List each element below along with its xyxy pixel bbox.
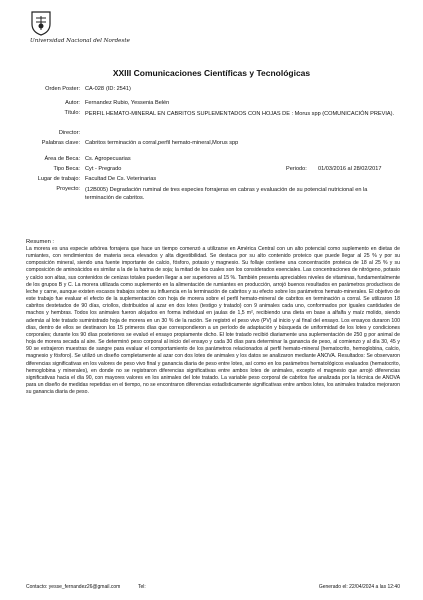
tel-label: Tel:	[138, 584, 146, 590]
lugar-trabajo-label: Lugar de trabajo:	[37, 176, 80, 182]
titulo-label: Título:	[64, 110, 80, 116]
periodo-label: Periodo:	[286, 166, 307, 172]
lugar-trabajo-value: Facultad De Cs. Veterinarias	[85, 176, 157, 182]
university-logo	[30, 10, 130, 52]
tipo-beca-value: Cyt - Pregrado	[85, 166, 122, 172]
abstract-text: La morera es una especie arbórea forrajera que hace un tiempo comenzó a utilizarse en América Central con un alto potencial como suplemento en dietas de rumiantes, con rendimientos de materia seca elevados y alta digestibilidad. Se destaca por su alto contenido proteico que puede llegar al 25 % y por su composición mineral, siendo una fuente importante de calcio, fósforo, potasio y magnesio. Su follaje contiene una concentración proteica de 18 al 25 % y su composición de aminoácidos es similar a la de la harina de soja; la mitad de los cuales son los considerados esenciales. Las concentraciones de nitrógeno, potasio y calcio son altas, sus contenidos de cenizas totales pueden llegar a ser superiores al 15 %. También presenta apreciables niveles de vitaminas, fundamentalmente de los grupos B y C. La morera utilizada como suplemento en la alimentación de rumiantes en producción, arrojó buenos resultados en parámetros productivos de leche y carne, aunque existen escasos trabajos sobre su influencia en la terminación de cabritos y su efecto sobre los parámetros hemato-minerales. El objetivo de este trabajo fue evaluar el efecto de la suplementación con hoja de morera sobre el perfil hemato-mineral de cabritos en terminación a corral. Se utilizaron 18 cabritos destetados de 90 días, criollos, distribuidos al azar en dos lotes (testigo y tratado) con 9 animales cada uno, conformados por iguales cantidades de machos y hembras. Todos los animales fueron alojados en forma individual en jaulas de 1,5 m², recibiendo una dieta en base a alfalfa y maíz molido, siendo además al lote tratado suministrado hoja de morera en un 30 % de la ración. Se registró el peso vivo (PV) al inicio y al final del ensayo. Los ensayos duraron 100 días, dentro de ellos se destinaron los 15 primeros días que correspondieron a un período de adaptación y búsqueda de uniformidad de los lotes y condiciones corporales; durante los 90 días posteriores se evaluó el ensayo propiamente dicho. El lote tratado recibió diariamente una suplementación de 250 g por animal de hoja de morera secada al aire. Se determinó peso corporal al inicio del ensayo y cada 30 días para determinar la ganancia de peso, al comienzo y al día 30, 45 y 90 se extrajeron muestras de sangre para evaluar el comportamiento de los parámetros relacionados al perfil hemato-mineral (hematocrito, hemoglobina, calcio, magnesio y fósforo). Se utilizó un diseño completamente al azar con dos lotes de animales y los datos se analizaron mediante ANOVA. Resultados: Se observaron diferencias significativas en los valores de peso vivo final y ganancia diaria de peso entre lotes, así como en los parámetros hematológicos evaluados (hematocrito, hemoglobina y minerales), en donde no se registraron diferencias significativas entre ambos lotes de animales, excepto el magnesio que arrojó diferencias significativas hacia el día 90, con mayores valores en los animales del lote tratado. La variable peso corporal de cabritos fue analizada por la técnica de ANOVA para un diseño de medidas repetidas en el tiempo, no se encontraron diferencias estadísticamente significativas entre ambos lotes, los animales tratados mejoraron su ganancia diaria de peso.	[26, 246, 400, 396]
autor-label: Autor:	[65, 100, 80, 106]
periodo-value: 01/03/2016 al 28/02/2017	[318, 166, 382, 172]
contact-info: Contacto: yesse_fernandez26@gmail.com	[26, 584, 121, 590]
orden-poster-id: (ID: 2541)	[106, 86, 131, 92]
proyecto-label: Proyecto:	[56, 186, 80, 192]
titulo-value: PERFIL HEMATO-MINERAL EN CABRITOS SUPLEMENTADOS CON HOJAS DE : Morus spp (COMUNICACIÓN PREVIA).	[85, 111, 395, 117]
abstract-title: Resumen :	[26, 239, 55, 245]
area-beca-value: Cs. Agropecuarias	[85, 156, 131, 162]
area-beca-label: Área de Beca:	[44, 156, 80, 162]
autor-value: Fernandez Rubio, Yessenia Belén	[85, 100, 170, 106]
conference-title: XXIII Comunicaciones Científicas y Tecnológicas	[112, 68, 311, 78]
orden-poster-value: CA-028	[85, 86, 104, 92]
generated-timestamp: Generado el: 22/04/2024 a las 12:40	[318, 584, 400, 590]
director-label: Director:	[58, 130, 80, 136]
university-name: Universidad Nacional del Nordeste	[30, 38, 130, 44]
university-seal-icon	[30, 10, 52, 36]
proyecto-value: (12B005) Degradación ruminal de tres especies forrajeras en cabras y evaluación de su potencial nutricional en la terminación de cabritos.	[85, 187, 368, 201]
palabras-clave-value: Cabritos terminación a corral,perfil hemato-mineral,Morus spp	[85, 140, 239, 146]
tipo-beca-label: Tipo Beca:	[53, 166, 80, 172]
orden-poster-label: Orden Poster:	[45, 86, 80, 92]
palabras-clave-label: Palabras clave:	[41, 140, 80, 146]
